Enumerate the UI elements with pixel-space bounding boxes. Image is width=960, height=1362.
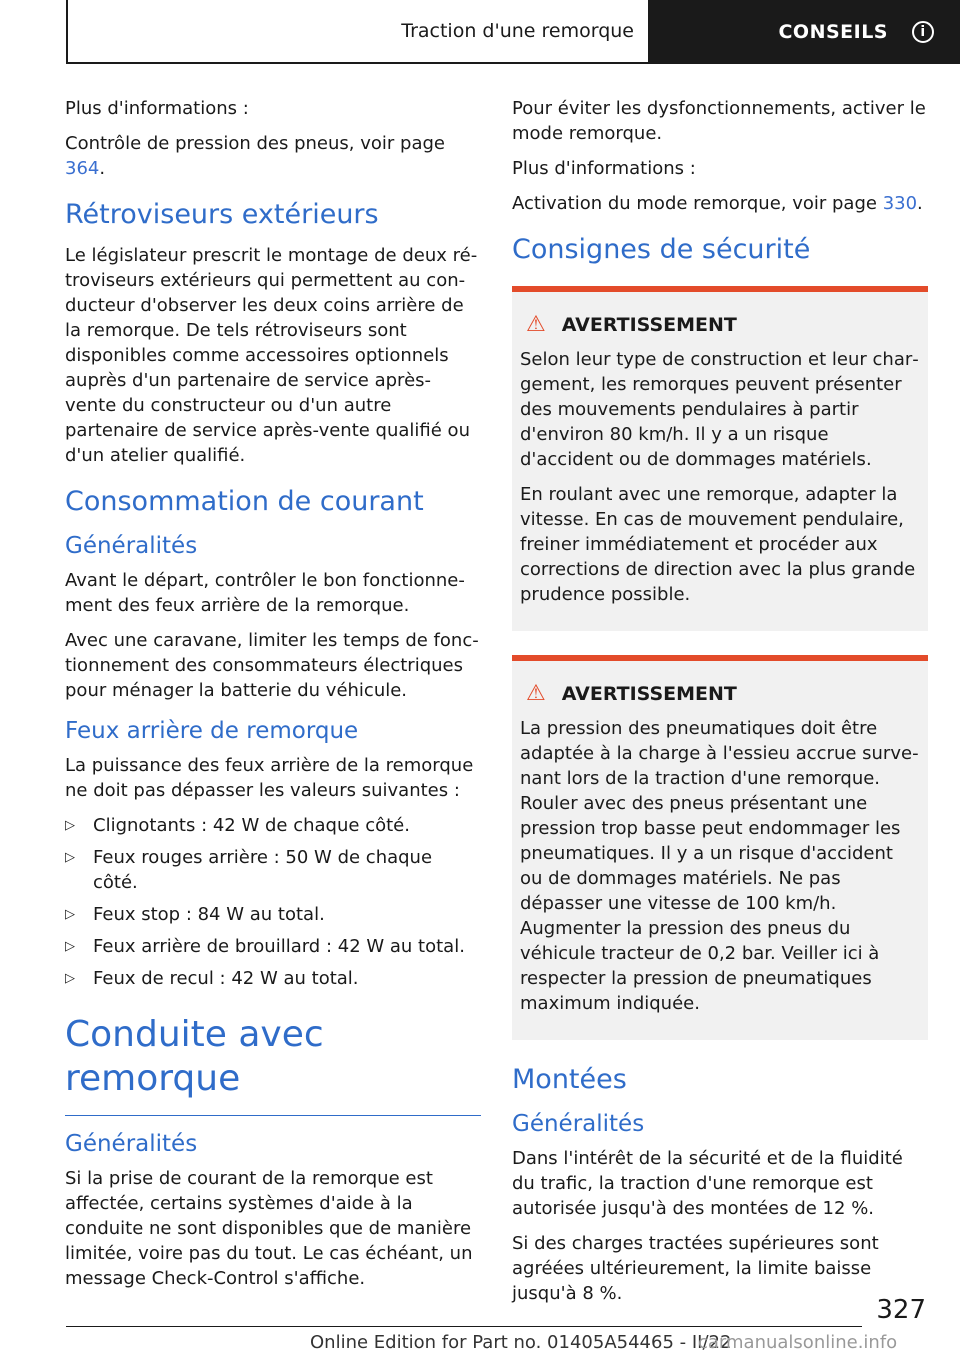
triangle-bullet-icon: ▷: [65, 939, 75, 954]
list-item-text: Clignotants : 42 W de chaque côté.: [93, 815, 410, 836]
list-item: [65, 813, 481, 838]
list-item-text: Feux rouges arrière : 50 W de chaque côté.: [93, 847, 433, 893]
more-info-label: Plus d'informations :: [65, 98, 249, 119]
footer-divider: [66, 1326, 862, 1327]
heading-exterior-mirrors: Rétroviseurs extérieurs: [65, 199, 379, 230]
left-column: [65, 96, 481, 1301]
warning1-paragraph-2: En roulant avec une remorque, adapter la vitesse. En cas de mouvement pendulaire, freiner immédiatement et procéder aux corrections de direction avec la plus grande prudence possible.: [520, 484, 916, 605]
info-icon: i: [912, 21, 934, 43]
list-item-text: Feux de recul : 42 W au total.: [93, 968, 359, 989]
heading-general-1: Généralités: [65, 533, 198, 559]
trailer-mode-ref: Activation du mode remorque, voir page 330.: [512, 193, 923, 214]
general1-paragraph-2: Avec une caravane, limiter les temps de fonctionnement des consommateurs électriques pour ménager la batterie du véhicule.: [65, 630, 479, 701]
general2-paragraph: Si la prise de courant de la remorque est affectée, certains systèmes d'aide à la conduite ne sont disponibles que de manière limitée, voire pas du tout. Le cas échéant, un message Check-Control s'affiche.: [65, 1168, 473, 1289]
watermark: carmanualsonline.info: [698, 1332, 898, 1353]
heading-safety: Consignes de sécurité: [512, 234, 811, 265]
heading-climbs: Montées: [512, 1064, 627, 1095]
chapter-title: [650, 0, 960, 64]
general1-paragraph-1: Avant le départ, contrôler le bon fonctionnement des feux arrière de la remorque.: [65, 570, 465, 616]
triangle-bullet-icon: ▷: [65, 971, 75, 986]
list-item: [65, 845, 481, 895]
chapter-title-text: CONSEILS: [778, 21, 888, 43]
warning1-paragraph-1: Selon leur type de construction et leur chargement, les remorques peuvent présenter des mouvements pendulaires à partir d'environ 80 km/h. Il y a un risque d'accident ou de dommages matériels.: [520, 349, 919, 470]
warning-box-2: [512, 655, 928, 1040]
heading-general-3: Généralités: [512, 1111, 645, 1137]
trailer-mode-paragraph: Pour éviter les dysfonctionnements, activer le mode remorque.: [512, 98, 926, 144]
page-number: 327: [876, 1295, 926, 1325]
list-item-text: Feux arrière de brouillard : 42 W au total.: [93, 936, 465, 957]
warning2-paragraph: La pression des pneumatiques doit être adaptée à la charge à l'essieu accrue survenant lors de la traction d'une remorque. Rouler avec des pneus présentant une pression trop basse peut endommager les pneumatiques. Il y a un risque d'accident ou de dommages matériels. Ne pas dépasser une vitesse de 100 km/h. Augmenter la pression des pneus du véhicule tracteur de 0,2 bar. Veiller ici à respecter la pression de pneumatiques maximum indiquée.: [520, 718, 919, 1014]
triangle-bullet-icon: ▷: [65, 907, 75, 922]
more-info-label-2: Plus d'informations :: [512, 158, 696, 179]
tire-pressure-ref: Contrôle de pression des pneus, voir page 364.: [65, 133, 445, 179]
heading-power-consumption: Consommation de courant: [65, 486, 424, 517]
warning-box-1: [512, 286, 928, 631]
heading-trailer-lights: Feux arrière de remorque: [65, 718, 359, 744]
list-item: [65, 902, 481, 927]
right-column: [512, 96, 928, 1316]
warning-title-text-1: AVERTISSEMENT: [561, 313, 737, 336]
list-item-text: Feux stop : 84 W au total.: [93, 904, 325, 925]
page-link-330[interactable]: 330: [882, 193, 918, 214]
warning-title-1: [520, 312, 920, 337]
heading-driving-with-trailer: Conduite avec remorque: [65, 1013, 481, 1116]
climbs-paragraph-1: Dans l'intérêt de la sécurité et de la fluidité du trafic, la traction d'une remorque est autorisée jusqu'à des montées de 12 %.: [512, 1148, 903, 1219]
page-link-364[interactable]: 364: [65, 158, 100, 179]
trailer-mode-ref-text: Activation du mode remorque, voir page: [512, 193, 883, 214]
section-title: [66, 0, 650, 64]
section-title-text: Traction d'une remorque: [401, 20, 634, 42]
page-header: [66, 0, 960, 64]
lights-intro: La puissance des feux arrière de la remorque ne doit pas dépasser les valeurs suivantes :: [65, 755, 474, 801]
list-item: [65, 934, 481, 959]
edition-label: Online Edition for Part no. 01405A54465 - II/22: [310, 1332, 732, 1353]
triangle-bullet-icon: ▷: [65, 850, 75, 865]
warning-triangle-icon: ⚠: [526, 312, 546, 337]
warning-triangle-icon: ⚠: [526, 681, 546, 706]
tire-pressure-ref-text: Contrôle de pression des pneus, voir page: [65, 133, 445, 154]
warning-title-2: [520, 681, 920, 706]
list-item: [65, 966, 481, 991]
triangle-bullet-icon: ▷: [65, 818, 75, 833]
mirrors-paragraph: Le législateur prescrit le montage de deux rétroviseurs extérieurs qui permettent au conducteur d'observer les deux coins arrière de la remorque. De tels rétroviseurs sont disponibles comme accessoires optionnels auprès d'un partenaire de service après-vente du constructeur ou d'un autre partenaire de service après-vente qualifié ou d'un atelier qualifié.: [65, 245, 478, 466]
heading-general-2: Généralités: [65, 1131, 198, 1157]
climbs-paragraph-2: Si des charges tractées supérieures sont agréées ultérieurement, la limite baisse jusqu'à 8 %.: [512, 1233, 879, 1304]
lights-list: [65, 813, 481, 991]
warning-title-text-2: AVERTISSEMENT: [561, 682, 737, 705]
